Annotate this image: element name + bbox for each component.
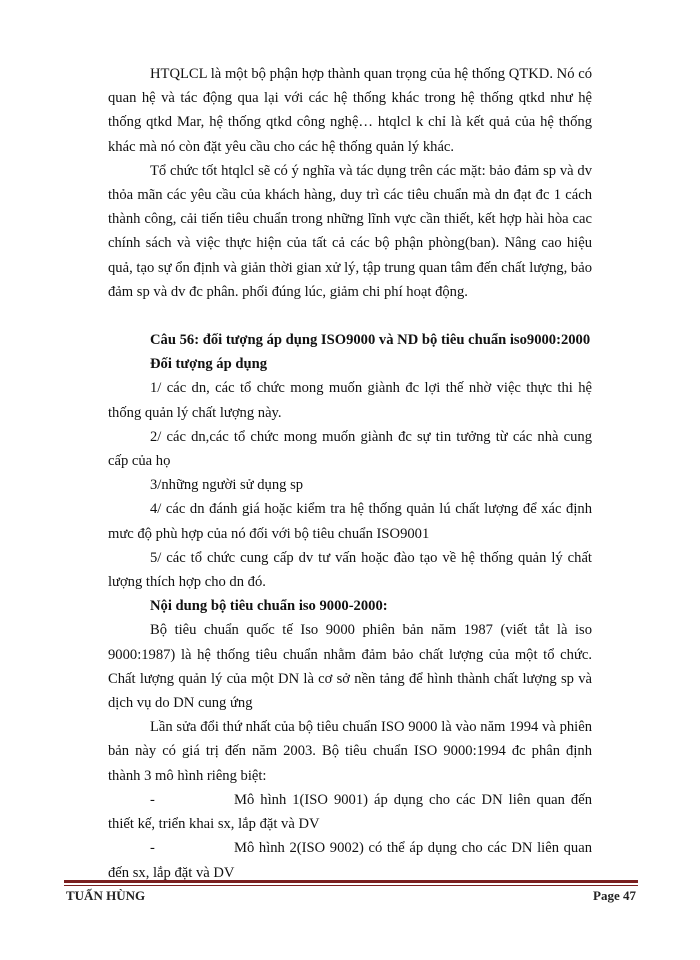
content-paragraph-2: Lần sửa đổi thứ nhất của bộ tiêu chuẩn ISO 9000 là vào năm 1994 và phiên bản này có giá trị đến năm 2003. Bộ tiêu chuẩn ISO 9000:1994 đc phân định thành 3 mô hình riêng biệt: — [108, 719, 592, 784]
section-heading-content: Nội dung bộ tiêu chuẩn iso 9000-2000: — [150, 598, 388, 615]
spacer — [108, 304, 592, 328]
scope-item-3: 3/những người sử dụng sp — [150, 477, 304, 494]
bullet-dash: - — [150, 840, 155, 857]
bullet-text: Mô hình 1(ISO 9001) áp dụng cho các DN liên quan đến thiết kế, triển khai sx, lắp đặt và DV — [108, 791, 592, 833]
footer-rule-thick — [64, 880, 638, 883]
bullet-item-2 — [108, 836, 592, 884]
question-title: Câu 56: đối tượng áp dụng ISO9000 và ND bộ tiêu chuẩn iso9000:2000 — [150, 332, 591, 349]
section-heading-scope: Đối tượng áp dụng — [150, 356, 268, 373]
bullet-dash: - — [150, 791, 155, 808]
scope-item-4: 4/ các dn đánh giá hoặc kiểm tra hệ thống quản lú chất lượng để xác định mưc độ phù hợp của nó đối với bộ tiêu chuẩn ISO9001 — [108, 501, 592, 542]
content-paragraph-1: Bộ tiêu chuẩn quốc tế Iso 9000 phiên bản năm 1987 (viết tắt là iso 9000:1987) là hệ thống tiêu chuẩn nhằm đảm bảo chất lượng của một tổ chức. Chất lượng quản lý của một DN là cơ sở nền tảng để hình thành chất lượng sp và dịch vụ do DN cung ứng — [108, 622, 592, 712]
footer-author: TUẤN HÙNG — [66, 888, 146, 903]
scope-item-2: 2/ các dn,các tổ chức mong muốn giành đc sự tin tưởng từ các nhà cung cấp của họ — [108, 428, 592, 470]
bullet-text: Mô hình 2(ISO 9002) có thể áp dụng cho các DN liên quan đến sx, lắp đặt và DV — [108, 840, 592, 881]
page-number: Page 47 — [593, 888, 636, 903]
bullet-item-1 — [108, 788, 592, 836]
footer-rule-thin — [64, 885, 638, 886]
paragraph-benefits: Tổ chức tốt htqlcl sẽ có ý nghĩa và tác dụng trên các mặt: bảo đảm sp và dv thỏa mãn các yêu cầu của khách hàng, duy trì các tiêu chuẩn mà dn đạt đc 1 cách thành công, cải tiến tiêu chuẩn trong những lĩnh vực cần thiết, kết hợp hài hòa cac chính sách và việc thực hiện của tất cả các bộ phận phòng(ban). Nâng cao hiệu quả, tạo sự ổn định và giản thời gian xử lý, tập trung quan tâm đến chất lượng, bảo đảm sp và dv đc phân. phối đúng lúc, giảm chi phí hoạt động. — [108, 162, 592, 300]
document-body — [108, 62, 592, 885]
scope-item-1: 1/ các dn, các tổ chức mong muốn giành đc lợi thế nhờ việc thực thi hệ thống quản lý chất lượng này. — [108, 380, 592, 421]
scope-item-5: 5/ các tổ chức cung cấp dv tư vấn hoặc đào tạo về hệ thống quản lý chất lượng thích hợp cho dn đó. — [108, 549, 592, 591]
paragraph-intro: HTQLCL là một bộ phận hợp thành quan trọng của hệ thống QTKD. Nó có quan hệ và tác động qua lại với các hệ thống khác trong hệ thống qtkd như hệ thống qtkd Mar, hệ thống qtkd công nghệ… htqlcl k chỉ là kết quả của hệ thống khác mà nó còn đặt yêu cầu cho các hệ thống quản lý khác. — [108, 66, 592, 155]
